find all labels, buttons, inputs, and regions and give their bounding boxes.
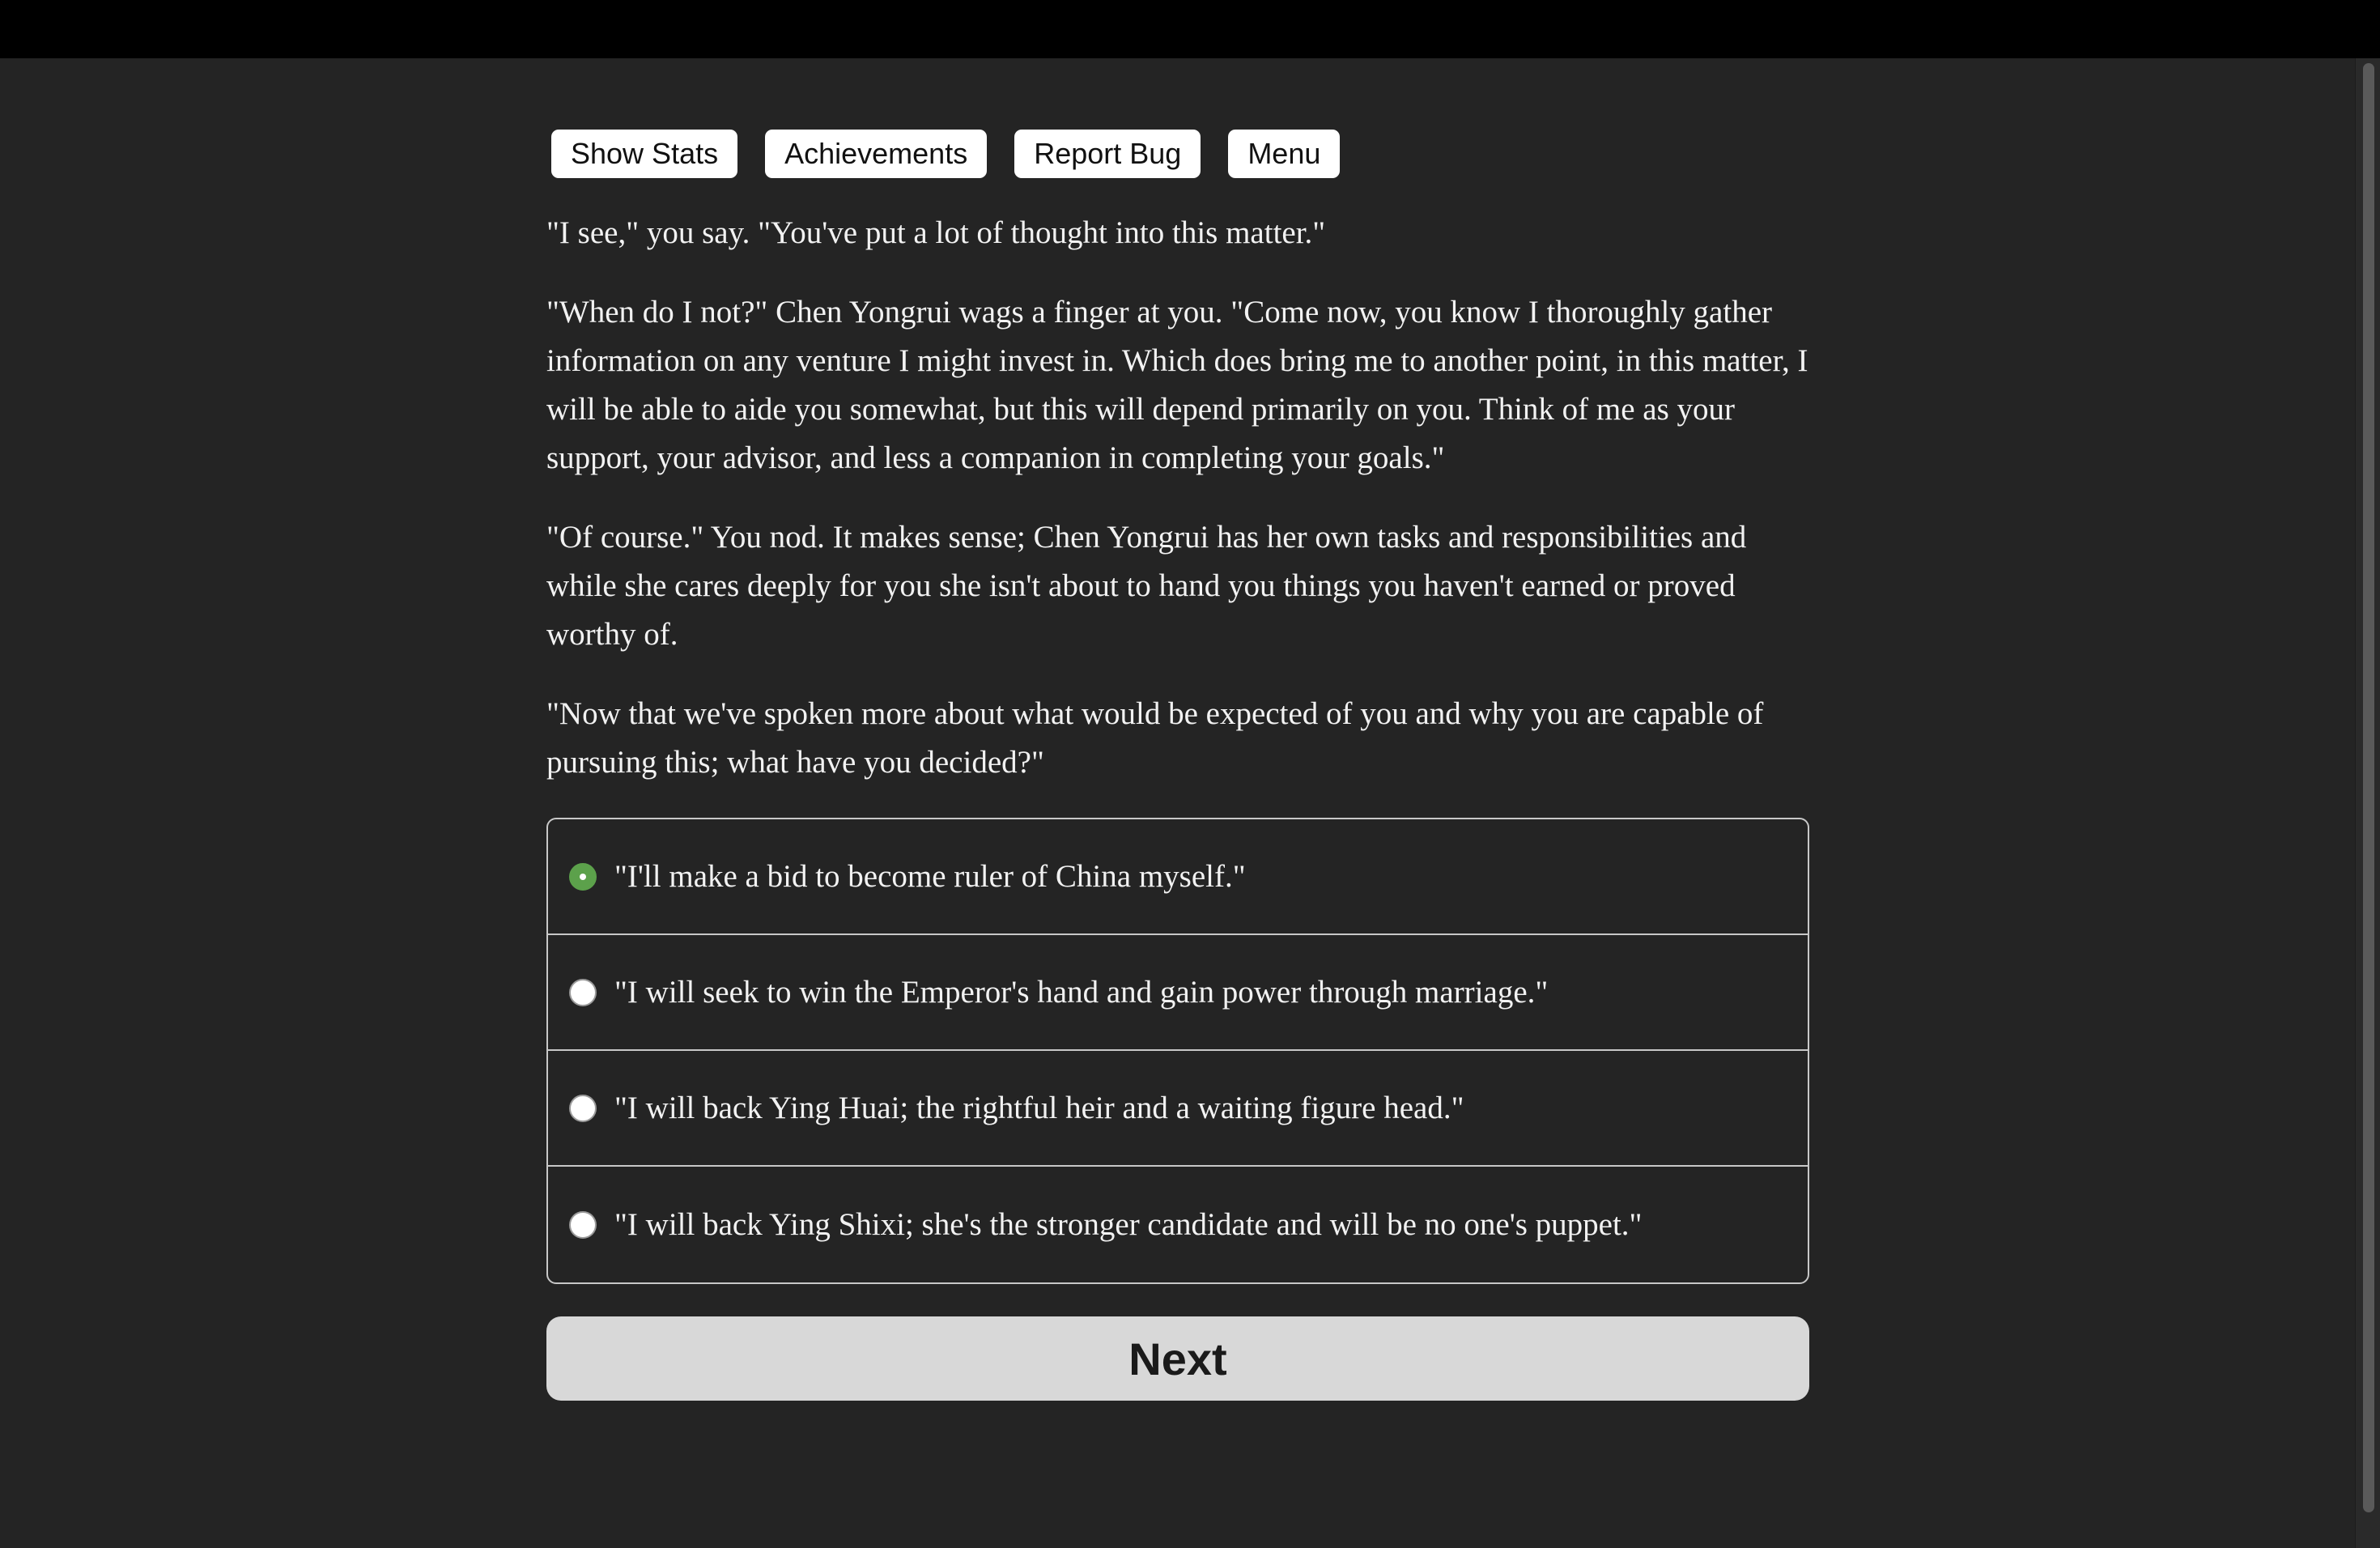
choice-label: "I will back Ying Shixi; she's the stronger candidate and will be no one's puppet." (614, 1207, 1643, 1242)
menu-button[interactable]: Menu (1228, 130, 1340, 178)
scrollbar-thumb[interactable] (2363, 63, 2374, 1512)
game-content (546, 130, 1809, 1401)
story-paragraph: "Now that we've spoken more about what would be expected of you and why you are capable of pursuing this; what have you decided?" (546, 696, 1764, 780)
choice-label: "I will seek to win the Emperor's hand and gain power through marriage." (614, 975, 1549, 1010)
story-paragraph: "I see," you say. "You've put a lot of thought into this matter." (546, 215, 1326, 250)
story-paragraph: "Of course." You nod. It makes sense; Chen Yongrui has her own tasks and responsibilities and while she cares deeply for you she isn't about to hand you things you haven't earned or proved worthy of. (546, 520, 1747, 652)
choice-option[interactable] (548, 1167, 1808, 1282)
choice-label: "I will back Ying Huai; the rightful heir and a waiting figure head." (614, 1091, 1464, 1125)
choice-label: "I'll make a bid to become ruler of China myself." (614, 859, 1246, 894)
radio-selected-icon[interactable] (569, 863, 597, 891)
window-top-bar (0, 0, 2380, 58)
show-stats-button[interactable]: Show Stats (551, 130, 737, 178)
choice-option[interactable] (548, 935, 1808, 1051)
choice-option[interactable] (548, 1051, 1808, 1167)
radio-unselected-icon[interactable] (569, 979, 597, 1006)
choice-option[interactable] (548, 819, 1808, 935)
radio-unselected-icon[interactable] (569, 1211, 597, 1239)
choice-list (546, 818, 1809, 1284)
achievements-button[interactable]: Achievements (765, 130, 987, 178)
radio-unselected-icon[interactable] (569, 1095, 597, 1122)
toolbar (551, 130, 1809, 178)
story-text (546, 209, 1809, 787)
story-paragraph: "When do I not?" Chen Yongrui wags a finger at you. "Come now, you know I thoroughly gather information on any venture I might invest in. Which does bring me to another point, in this matter, I will be able to aide you somewhat, but this will depend primarily on you. Think of me as your support, your advisor, and less a companion in completing your goals." (546, 295, 1808, 475)
report-bug-button[interactable]: Report Bug (1014, 130, 1201, 178)
next-button[interactable]: Next (546, 1316, 1809, 1401)
